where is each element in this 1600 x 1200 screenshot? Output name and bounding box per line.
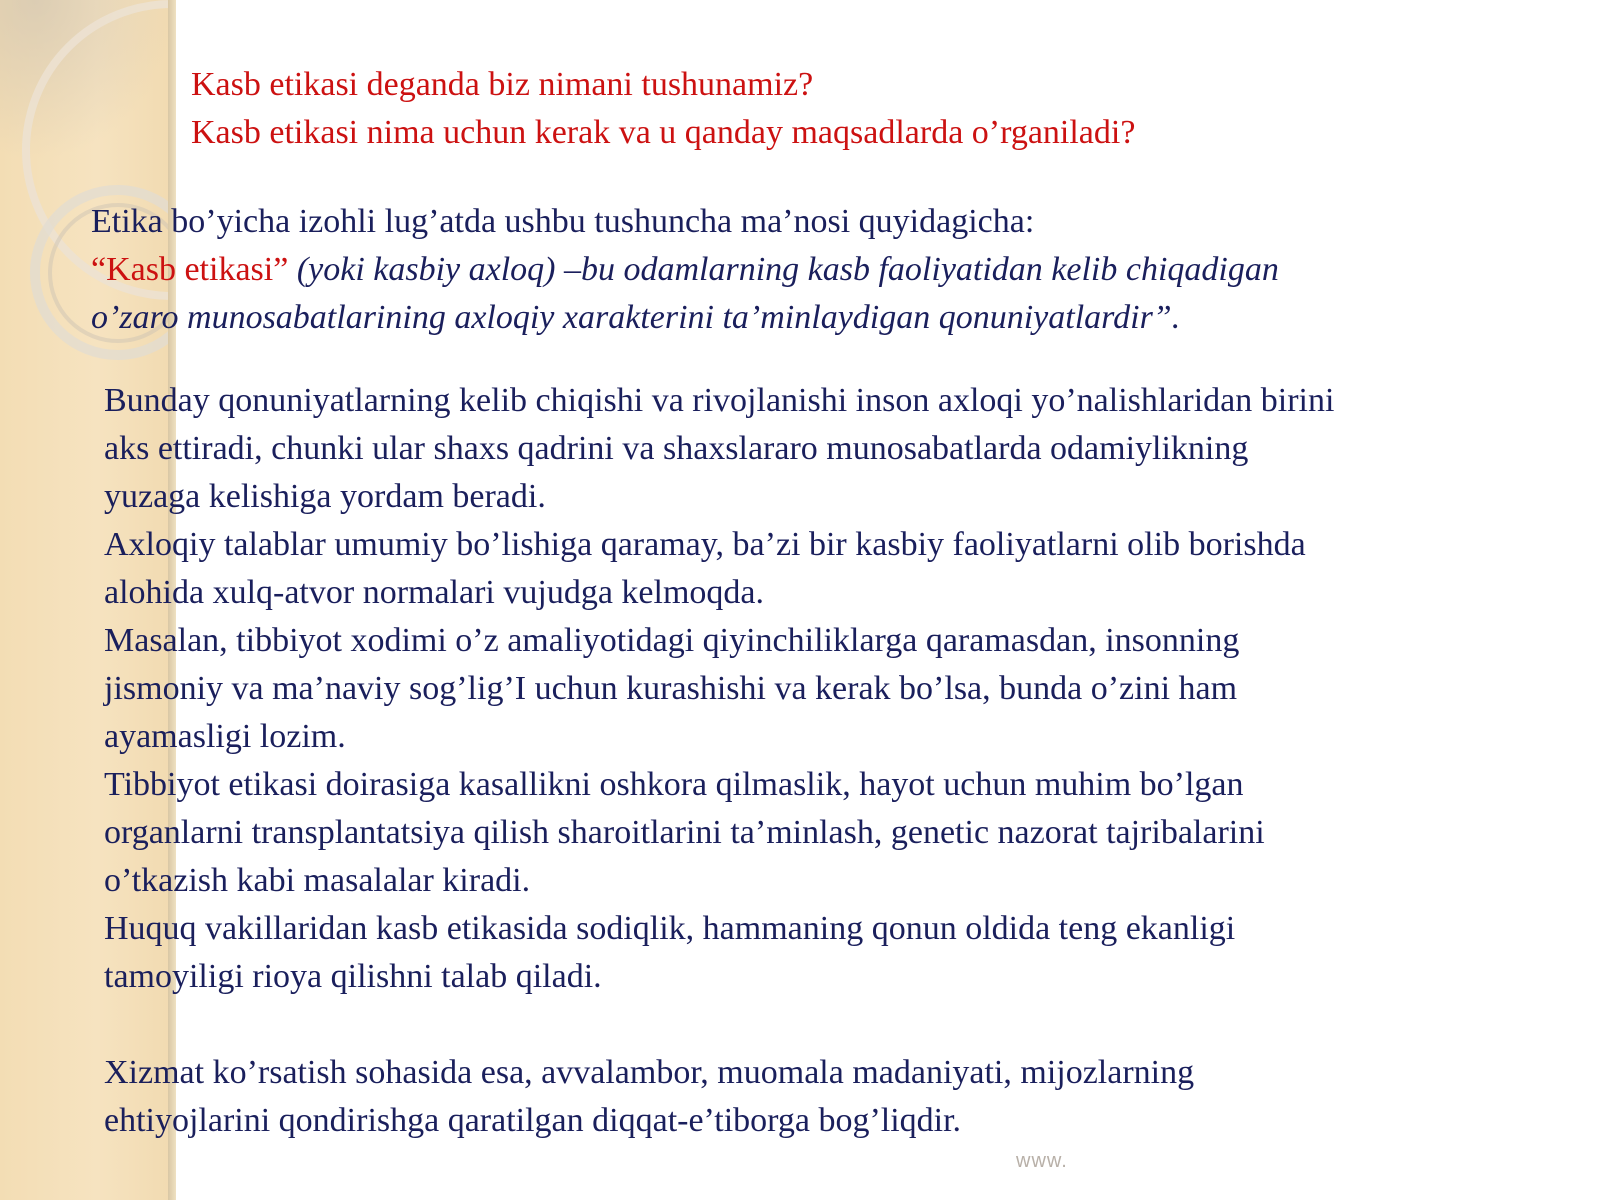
definition-text-2: o’zaro munosabatlarining axloqiy xarakterini ta’minlaydigan qonuniyatlardir”.: [91, 299, 1181, 336]
body-line: alohida xulq-atvor normalari vujudga kelmoqda.: [104, 574, 764, 611]
body-line: Axloqiy talablar umumiy bo’lishiga qaramay, ba’zi bir kasbiy faoliyatlarni olib borishda: [104, 526, 1306, 563]
definition-line-3: [91, 294, 1279, 342]
body-line: aks ettiradi, chunki ular shaxs qadrini va shaxslararo munosabatlarda odamiylikning: [104, 430, 1249, 467]
body-line: yuzaga kelishiga yordam beradi.: [104, 478, 546, 515]
body-line: ayamasligi lozim.: [104, 718, 346, 755]
body-line: organlarni transplantatsiya qilish sharoitlarini ta’minlash, genetic nazorat tajribalarini: [104, 814, 1265, 851]
body-line: Huquq vakillaridan kasb etikasida sodiqlik, hammaning qonun oldida teng ekanligi: [104, 910, 1236, 947]
definition-text-1: (yoki kasbiy axloq) –bu odamlarning kasb faoliyatidan kelib chiqadigan: [288, 251, 1279, 288]
question-1: Kasb etikasi deganda biz nimani tushunamiz?: [191, 66, 814, 103]
footer-www-text: www.: [1016, 1150, 1068, 1172]
body-text: [104, 377, 1334, 1145]
body-line: ehtiyojlarini qondirishga qaratilgan diqqat-e’tiborga bog’liqdir.: [104, 1102, 962, 1139]
paragraph-gap: [104, 1001, 1334, 1049]
body-line: jismoniy va ma’naviy sog’lig’I uchun kurashishi va kerak bo’lsa, bunda o’zini ham: [104, 670, 1238, 707]
body-line: Bunday qonuniyatlarning kelib chiqishi va rivojlanishi inson axloqi yo’nalishlaridan birini: [104, 382, 1335, 419]
body-line: Tibbiyot etikasi doirasiga kasallikni oshkora qilmaslik, hayot uchun muhim bo’lgan: [104, 766, 1244, 803]
definition-block: [91, 198, 1279, 342]
definition-intro: Etika bo’yicha izohli lug’atda ushbu tushuncha ma’nosi quyidagicha:: [91, 203, 1035, 240]
body-line: Xizmat ko’rsatish sohasida esa, avvalambor, muomala madaniyati, mijozlarning: [104, 1054, 1195, 1091]
definition-term: “Kasb etikasi”: [91, 251, 289, 288]
body-line: tamoyiligi rioya qilishni talab qiladi.: [104, 958, 602, 995]
definition-line-2: [91, 246, 1279, 294]
body-line: Masalan, tibbiyot xodimi o’z amaliyotidagi qiyinchiliklarga qaramasdan, insonning: [104, 622, 1240, 659]
body-line: o’tkazish kabi masalalar kiradi.: [104, 862, 531, 899]
question-2: Kasb etikasi nima uchun kerak va u qanday maqsadlarda o’rganiladi?: [191, 114, 1136, 151]
